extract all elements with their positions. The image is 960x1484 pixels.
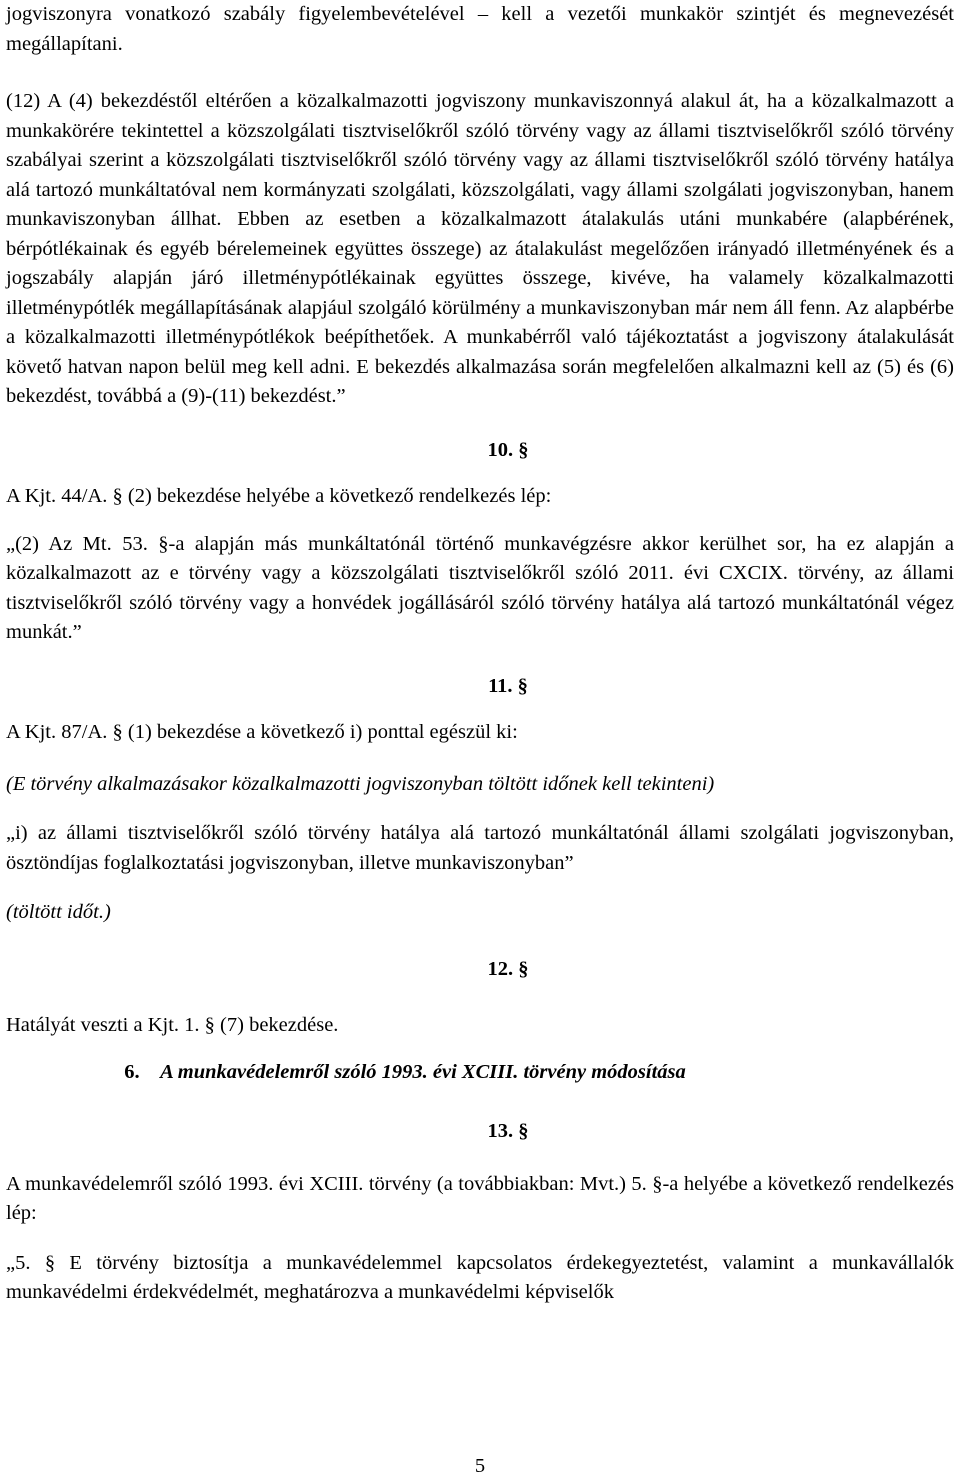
section-13-quote: „5. § E törvény biztosítja a munkavédelemmel kapcsolatos érdekegyeztetést, valamint a munkavállalók munkavédelmi érdekvédelmét, meghatározva a munkavédelmi képviselők [6,1251,954,1303]
paragraph-12: (12) A (4) bekezdéstől eltérően a közalkalmazotti jogviszony munkaviszonnyá alakul át, ha a közalkalmazott a munkakörére tekintettel a közszolgálati tisztviselőkről szóló törvény vagy az állami tisztviselőkről szóló törvény szabályai szerint a közszolgálati tisztviselőkről szóló törvény vagy az állami tisztviselőkről szóló törvény hatálya alá tartozó munkáltatóval nem kormányzati szolgálati, közszolgálati, vagy állami szolgálati jogviszonyban, hanem munkaviszonyban állhat. Ebben az esetben a közalkalmazott átalakulás utáni munkabére (alapbérének, bérpótlékainak és egyéb bérelemeinek együttes összege) az átalakulást megelőzően irányadó illetményének és a jogszabály alapján járó illetménypótlékainak együttes összege, kivéve, ha valamely közalkalmazotti illetménypótlék megállapításának alapjául szolgáló körülmény a munkaviszonyban már nem áll fenn. Az alapbérbe a közalkalmazotti illetménypótlékok beépíthetőek. A munkabérről való tájékoztatást a jogviszony átalakulását követő hatvan napon belül meg kell adni. E bekezdés alkalmazása során megfelelően alkalmazni kell az (5) és (6) bekezdést, továbbá a (9)-(11) bekezdést.” [6,90,954,407]
spacer [6,748,954,770]
spacer [6,465,954,482]
section-12-text: Hatályát veszti a Kjt. 1. § (7) bekezdése. [6,1014,339,1036]
spacer [6,878,954,898]
page-number: 5 [474,1455,486,1477]
section-11-text: A Kjt. 87/A. § (1) bekezdése a következő i) ponttal egészül ki: [6,721,518,743]
spacer [6,1147,954,1170]
spacer [6,928,954,955]
section-10-heading: 10. § [487,438,529,461]
spacer [6,799,954,819]
spacer [6,1041,954,1058]
spacer [6,412,954,436]
spacer [6,59,954,87]
spacer [6,1087,954,1117]
section-12-heading: 12. § [487,957,529,980]
section-11-italic-intro: (E törvény alkalmazásakor közalkalmazotti jogviszonyban töltött időnek kell tekinteni) [6,772,715,795]
document-page [6,0,954,1308]
spacer [6,512,954,530]
section-13-heading: 13. § [487,1120,529,1142]
chapter-title: A munkavédelemről szóló 1993. évi XCIII. törvény módosítása [160,1060,686,1083]
chapter-number: 6. [124,1060,140,1083]
paragraph-continuation: jogviszonyra vonatkozó szabály figyelembevételével – kell a vezetői munkakör szintjét és megnevezését megállapítani. [6,3,954,55]
section-10-text: A Kjt. 44/A. § (2) bekezdése helyébe a következő rendelkezés lép: [6,485,552,507]
section-10-quote: „(2) Az Mt. 53. §-a alapján más munkáltatónál történő munkavégzésre akkor kerülhet sor, ha ez alapján a közalkalmazott az e törvény vagy a közszolgálati tisztviselőkről szóló 2011. évi CXCIX. törvény, az állami tisztviselőkről szóló törvény vagy a honvédek jogállásáról szóló törvény hatálya alá tartozó munkáltatónál végez munkát.” [6,532,954,643]
section-11-tail: (töltött időt.) [6,901,111,923]
spacer [6,1229,954,1249]
spacer [6,648,954,672]
section-13-text: A munkavédelemről szóló 1993. évi XCIII. törvény (a továbbiakban: Mvt.) 5. §-a helyébe a következő rendelkezés lép: [6,1172,954,1224]
chapter-heading [6,1058,954,1088]
spacer [6,984,954,1011]
section-11-quote: „i) az állami tisztviselőkről szóló törvény hatálya alá tartozó munkáltatónál állami szolgálati jogviszonyban, ösztöndíjas foglalkoztatási jogviszonyban, illetve munkaviszonyban” [6,822,954,874]
spacer [6,701,954,718]
section-11-heading: 11. § [488,674,528,697]
